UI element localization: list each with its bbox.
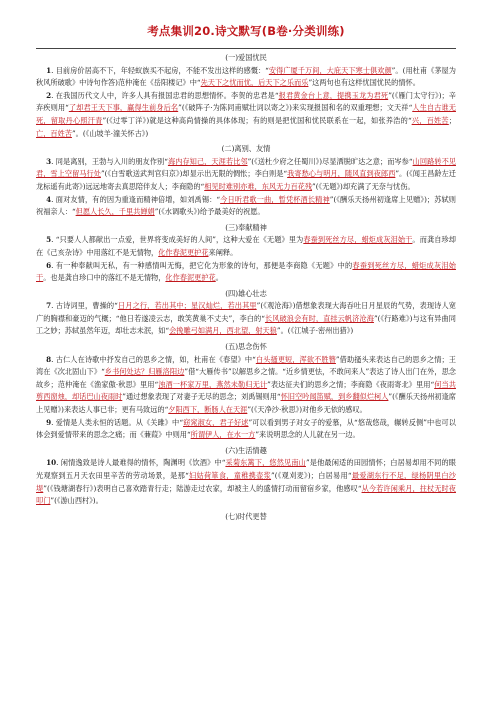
section-heading: (七)时代更替 bbox=[225, 511, 267, 521]
section-heading: (五)思念伤怀 bbox=[225, 342, 267, 352]
question-number: 10 bbox=[46, 458, 57, 468]
answer-text: 春蚕到死丝方尽，蜡炬成灰泪始干 bbox=[303, 235, 413, 245]
question-text: ”可以看到男子对女子的爱慕，从“悠哉悠哉，辗转反侧”中也可以体会到爱情带来的思念之痛；而《蒹葭》中则用“ bbox=[36, 417, 456, 440]
question-number: 4 bbox=[46, 194, 52, 204]
question-item: 1. 目前房价居高不下，年轻蚁族买不起房，不能不发出这样的感慨：“安得广厦千万间，大庇天下寒士俱欢颜”。(用杜甫《茅屋为秋风所破歌》中诗句作答)范仲淹在《岳阳楼记》中“先天下之忧而忧，后天下之乐而乐”这两句也有这样忧国忧民的情怀。 bbox=[36, 65, 456, 88]
answer-text: 先天下之忧而忧，后天下之乐而乐 bbox=[200, 78, 309, 88]
question-text: 。而龚自珍却在《己亥杂诗》中用落红不是无情物， bbox=[36, 235, 456, 257]
question-text: ”来说明思念的人儿就在另一边。 bbox=[255, 430, 360, 440]
question-text: ”(《水调歌头》)给予最美好的祝愿。 bbox=[154, 207, 265, 217]
question-number: 7 bbox=[46, 301, 52, 311]
question-number: 2 bbox=[46, 90, 52, 100]
answer-text: 采菊东篱下，悠然见南山 bbox=[225, 458, 306, 468]
question-number: 3 bbox=[46, 156, 52, 166]
answer-text: 何当共剪西窗烛，却话巴山夜雨时 bbox=[36, 379, 456, 402]
question-text: 有一种奉献叫无私，有一种感情叫无悔，把它化为形象的诗句，那便是李商隐《无题》中的 bbox=[55, 260, 353, 270]
document-body bbox=[36, 49, 456, 523]
question-item: 4. 面对友情，有的因为重逢而精神倍增，如刘禹锡：“今日听君歌一曲，暂凭杯酒长精神”(《酬乐天扬州初逢席上见赠》)；苏轼则祝福亲人：“但愿人长久，千里共婵娟”(《水调歌头》)给予最美好的祝愿。 bbox=[36, 194, 456, 217]
question-number: 5 bbox=[46, 235, 52, 245]
answer-text: 我寄愁心与明月，随风直到夜郎西 bbox=[287, 169, 396, 179]
question-text: ”表达征夫们的思乡之情；李商隐《夜雨寄北》里用“ bbox=[267, 379, 435, 389]
answer-text: 人生自古谁无死，留取丹心照汗青 bbox=[36, 103, 456, 125]
question-text: 。也是龚自珍口中的落红不是无情物， bbox=[43, 273, 166, 283]
question-number: 8 bbox=[46, 354, 52, 364]
question-text: ”(《酬乐天扬州初逢席上见赠》)；苏轼则祝福亲人：“ bbox=[36, 194, 456, 217]
question-text: ”(《钱塘湖春行》)表明自己喜欢踏青行走；陆游走过农家，却被主人的盛情打动而留宿乡家，他感叹“ bbox=[43, 483, 362, 493]
answer-text: 但愿人长久，千里共婵娟 bbox=[75, 207, 155, 217]
answer-text: 了却君王天下事，赢得生前身后名 bbox=[68, 103, 179, 113]
answer-text: 山回路转不见君，雪上空留马行处 bbox=[36, 156, 456, 179]
answer-text: 亡，百姓苦 bbox=[36, 128, 72, 138]
question-item: 3. 同是离别，王勃与入川的朋友作别“海内存知己，天涯若比邻”(《送杜少府之任蜀川》)尽显洒脱旷达之意；而岑参“山回路转不见君，雪上空留马行处”(《白雪歌送武判官归京》)却显示出无限的惆怅；李白则是“我寄愁心与明月，随风直到夜郎西”。(《闻王昌龄左迁龙标遥有此寄》)远远地寄去真思陪伴友人；李商隐的“相见时难别亦难，东风无力百花残”(《无题》)却充满了无奈与忧伤。 bbox=[36, 156, 456, 191]
question-text: 同是离别，王勃与入川的朋友作别“ bbox=[55, 156, 168, 166]
answer-text: 今日听君歌一曲，暂凭杯酒长精神 bbox=[220, 194, 330, 204]
question-item: 6. 有一种奉献叫无私，有一种感情叫无悔，把它化为形象的诗句，那便是李商隐《无题》中的春蚕到死丝方尽，蜡炬成灰泪始干。也是龚自珍口中的落红不是无情物，化作春泥更护花。 bbox=[36, 260, 456, 283]
question-item: 10. 闲情逸致是诗人最难得的情怀，陶渊明《饮酒》中“采菊东篱下，悠然见南山”是他最闲适的田园情怀；白居易却用不同的眼光观察到五月天农田里辛苦的劳动场景，是那“妇姑荷箪食，童稚携壶浆”(《观刈麦》)；白居易用“最爱湖东行不足，绿杨阴里白沙堤”(《钱塘湖春行》)表明自己喜欢踏青行走；陆游走过农家，却被主人的盛情打动而留宿乡家，他感叹“从今若许闲乘月，拄杖无时夜叩门”(《游山西村》)。 bbox=[36, 458, 456, 506]
question-text: ”这两句也有这样忧国忧民的情怀。 bbox=[308, 78, 420, 88]
answer-text: 夕阳西下，断肠人在天涯 bbox=[168, 405, 248, 415]
page-title: 考点集训20.诗文默写(B卷·分类训练) bbox=[147, 24, 345, 38]
question-text: ”。(《山坡羊·潼关怀古》) bbox=[71, 128, 149, 138]
answer-text: 日月之行，若出其中；星汉灿烂，若出其里 bbox=[117, 301, 257, 311]
answer-text: 白头搔更短，浑欲不胜簪 bbox=[255, 354, 336, 364]
question-number: 9 bbox=[46, 417, 52, 427]
question-text: ”。(用杜甫《茅屋为秋风所破歌》中诗句作答)范仲淹在《岳阳楼记》中“ bbox=[36, 65, 456, 88]
question-number: 1 bbox=[46, 65, 52, 75]
question-text: 。 bbox=[215, 273, 223, 283]
section-heading: (一)爱国忧民 bbox=[225, 53, 267, 62]
answer-text: 怀旧空吟闻笛赋，到乡翻似烂柯人 bbox=[280, 392, 389, 402]
question-text: ”。(《江城子·密州出猎》) bbox=[276, 326, 354, 336]
question-text: ”(《游山西村》)。 bbox=[50, 496, 103, 506]
answer-text: 窈窕淑女，君子好逑 bbox=[183, 417, 249, 427]
answer-text: 安得广厦千万间，大庇天下寒士俱欢颜 bbox=[268, 65, 392, 75]
question-text: 古仁人在诗歌中抒发自己的思乡之情，如，杜甫在《春望》中“ bbox=[55, 354, 256, 364]
answer-text: 春蚕到死丝方尽，蜡炬成灰泪始干 bbox=[36, 260, 456, 283]
section-heading: (四)雄心壮志 bbox=[225, 288, 267, 298]
question-text: ”(《无题》)却充满了无奈与忧伤。 bbox=[312, 181, 415, 191]
question-text: ”(《白雪歌送武判官归京》)却显示出无限的惆怅；李白则是“ bbox=[100, 169, 288, 179]
section-heading: (六)生活情趣 bbox=[225, 445, 267, 455]
question-item: 8. 古仁人在诗歌中抒发自己的思乡之情，如，杜甫在《春望》中“白头搔更短，浑欲不胜簪”借助搔头来表达自己的思乡之情；王湾在《次北固山下》“乡书何处达？归雁洛阳边”借“大雁传书”以解思乡之情。“近乡情更怯，不敢问来人”表达了诗人出门在外，思念故乡；范仲淹在《渔家傲·秋思》里用“浊酒一杯家万里，燕然未勒归无计”表达征夫们的思乡之情；李商隐《夜雨寄北》里用“何当共剪西窗烛，却话巴山夜雨时”通过想象表现了对妻子无尽的思念；刘禹锡则用“怀旧空吟闻笛赋，到乡翻似烂柯人”(《酬乐天扬州初逢席上见赠》)来表达人事已非；更有马致远的“夕阳西下，断肠人在天涯”(《天净沙·秋思》)对他乡无依的感叹。 bbox=[36, 354, 456, 415]
answer-text: 海内存知己，天涯若比邻 bbox=[167, 156, 248, 166]
question-text: ”(《观刈麦》)；白居易用“ bbox=[271, 471, 352, 480]
question-text: ”(《观沧海》)借想象表现大海吞吐日月星辰的气势，表现诗人宽广的胸襟和豪迈的气概；“他日若遂凌云志，敢笑黄巢不丈夫”，李白的“ bbox=[36, 301, 456, 323]
answer-text: 妇姑荷箪食，童稚携壶浆 bbox=[188, 471, 272, 480]
question-text: ”(《雁门太守行》)；辛弃疾则用“ bbox=[36, 90, 456, 113]
answer-text: 所谓伊人，在水一方 bbox=[190, 430, 256, 440]
question-text: ”借“大雁传书”以解思乡之情。“近乡情更怯，不敢问来人”表达了诗人出门在外，思念故乡；范仲淹在《渔家傲·秋思》里用“ bbox=[36, 367, 456, 389]
question-text: ”借助搔头来表达自己的思乡之情；王湾在《次北固山下》“ bbox=[36, 354, 456, 377]
question-text: 爱情是人类永恒的话题。从《关雎》中“ bbox=[55, 417, 184, 427]
question-text: ”(《破阵子·为陈同甫赋壮词以寄之》)来实现报国和名的双重理想；文天祥“ bbox=[178, 103, 413, 113]
question-text: ”是他最闲适的田园情怀；白居易却用不同的眼光观察到五月天农田里辛苦的劳动场景，是那“ bbox=[36, 458, 456, 480]
question-text: ”(《送杜少府之任蜀川》)尽显洒脱旷达之意；而岑参“ bbox=[247, 156, 413, 166]
question-text: ”(《天净沙·秋思》)对他乡无依的感叹。 bbox=[247, 405, 367, 415]
question-text: 闲情逸致是诗人最难得的情怀，陶渊明《饮酒》中“ bbox=[60, 458, 226, 468]
answer-text: 会挽雕弓如满月，西北望，射天狼 bbox=[169, 326, 277, 336]
answer-text: 最爱湖东行不足，绿杨阴里白沙堤 bbox=[36, 471, 456, 493]
section-heading: (二)离别、友情 bbox=[221, 144, 271, 154]
question-text: 来阐释。 bbox=[208, 247, 238, 257]
section-heading: (三)奉献精神 bbox=[225, 222, 267, 232]
answer-text: 长风破浪会有时，直挂云帆济沧海 bbox=[264, 313, 374, 323]
question-item: 5. “只要人人都献出一点爱，世界将变成美好的人间”，这种大爱在《无题》里为春蚕到死丝方尽，蜡炬成灰泪始干。而龚自珍却在《己亥杂诗》中用落红不是无情物，化作春泥更护花来阐释。 bbox=[36, 235, 456, 257]
question-text: “只要人人都献出一点爱，世界将变成美好的人间”，这种大爱在《无题》里为 bbox=[55, 235, 304, 245]
question-text: ”(《行路难》)与这有异曲同工之妙；苏轼虽然年迈，却壮志未泯，如“ bbox=[36, 313, 456, 336]
question-text: ”(《过零丁洋》)就是这种高尚情操的具体体现；有的则是把忧国和忧民联系在一起，如张养浩的“ bbox=[102, 115, 412, 125]
answer-text: 浊酒一杯家万里，燕然未勒归无计 bbox=[158, 379, 268, 389]
answer-text: 相见时难别亦难，东风无力百花残 bbox=[204, 181, 313, 191]
question-text: 目前房价居高不下，年轻蚁族买不起房，不能不发出这样的感慨：“ bbox=[55, 65, 269, 75]
question-item: 2. 在我国历代文人中，许多人具有报国忠君的思想情怀。李贺的忠君是“报君黄金台上意，提携玉龙为君死”(《雁门太守行》)；辛弃疾则用“了却君王天下事，赢得生前身后名”(《破阵子·为陈同甫赋壮词以寄之》)来实现报国和名的双重理想；文天祥“人生自古谁无死，留取丹心照汗青”(《过零丁洋》)就是这种高尚情操的具体体现；有的则是把忧国和忧民联系在一起，如张养浩的“兴，百姓苦；亡，百姓苦”。(《山坡羊·潼关怀古》) bbox=[36, 90, 456, 138]
question-number: 6 bbox=[46, 260, 52, 270]
answer-text: 化作春泥更护花 bbox=[165, 273, 216, 283]
answer-text: 化作春泥更护花 bbox=[158, 247, 209, 257]
answer-text: 从今若许闲乘月，拄杖无时夜叩门 bbox=[36, 483, 456, 506]
question-text: ”。(《闻王昌龄左迁龙标遥有此寄》)远远地寄去真思陪伴友人；李商隐的“ bbox=[36, 169, 456, 191]
question-text: ”(《酬乐天扬州初逢席上见赠》)来表达人事已非；更有马致远的“ bbox=[36, 392, 456, 415]
question-text: 在我国历代文人中，许多人具有报国忠君的思想情怀。李贺的忠君是“ bbox=[55, 90, 279, 100]
question-text: 面对友情，有的因为重逢而精神倍增，如刘禹锡：“ bbox=[55, 194, 221, 204]
answer-text: 乡书何处达？归雁洛阳边 bbox=[104, 367, 185, 377]
question-text: ； bbox=[448, 115, 456, 125]
answer-text: 报君黄金台上意，提携玉龙为君死 bbox=[278, 90, 389, 100]
answer-text: 兴，百姓苦 bbox=[411, 115, 449, 125]
question-item: 9. 爱情是人类永恒的话题。从《关雎》中“窈窕淑女，君子好逑”可以看到男子对女子的爱慕，从“悠哉悠哉，辗转反侧”中也可以体会到爱情带来的思念之痛；而《蒹葭》中则用“所谓伊人，在水一方”来说明思念的人儿就在另一边。 bbox=[36, 417, 456, 440]
question-text: ”通过想象表现了对妻子无尽的思念；刘禹锡则用“ bbox=[122, 392, 281, 402]
question-text: 古诗词里，曹操的“ bbox=[55, 301, 118, 311]
question-item: 7. 古诗词里，曹操的“日月之行，若出其中；星汉灿烂，若出其里”(《观沧海》)借想象表现大海吞吐日月星辰的气势，表现诗人宽广的胸襟和豪迈的气概；“他日若遂凌云志，敢笑黄巢不丈夫”，李白的“长风破浪会有时，直挂云帆济沧海”(《行路难》)与这有异曲同工之妙；苏轼虽然年迈，却壮志未泯，如“会挽雕弓如满月，西北望，射天狼”。(《江城子·密州出猎》) bbox=[36, 301, 456, 336]
